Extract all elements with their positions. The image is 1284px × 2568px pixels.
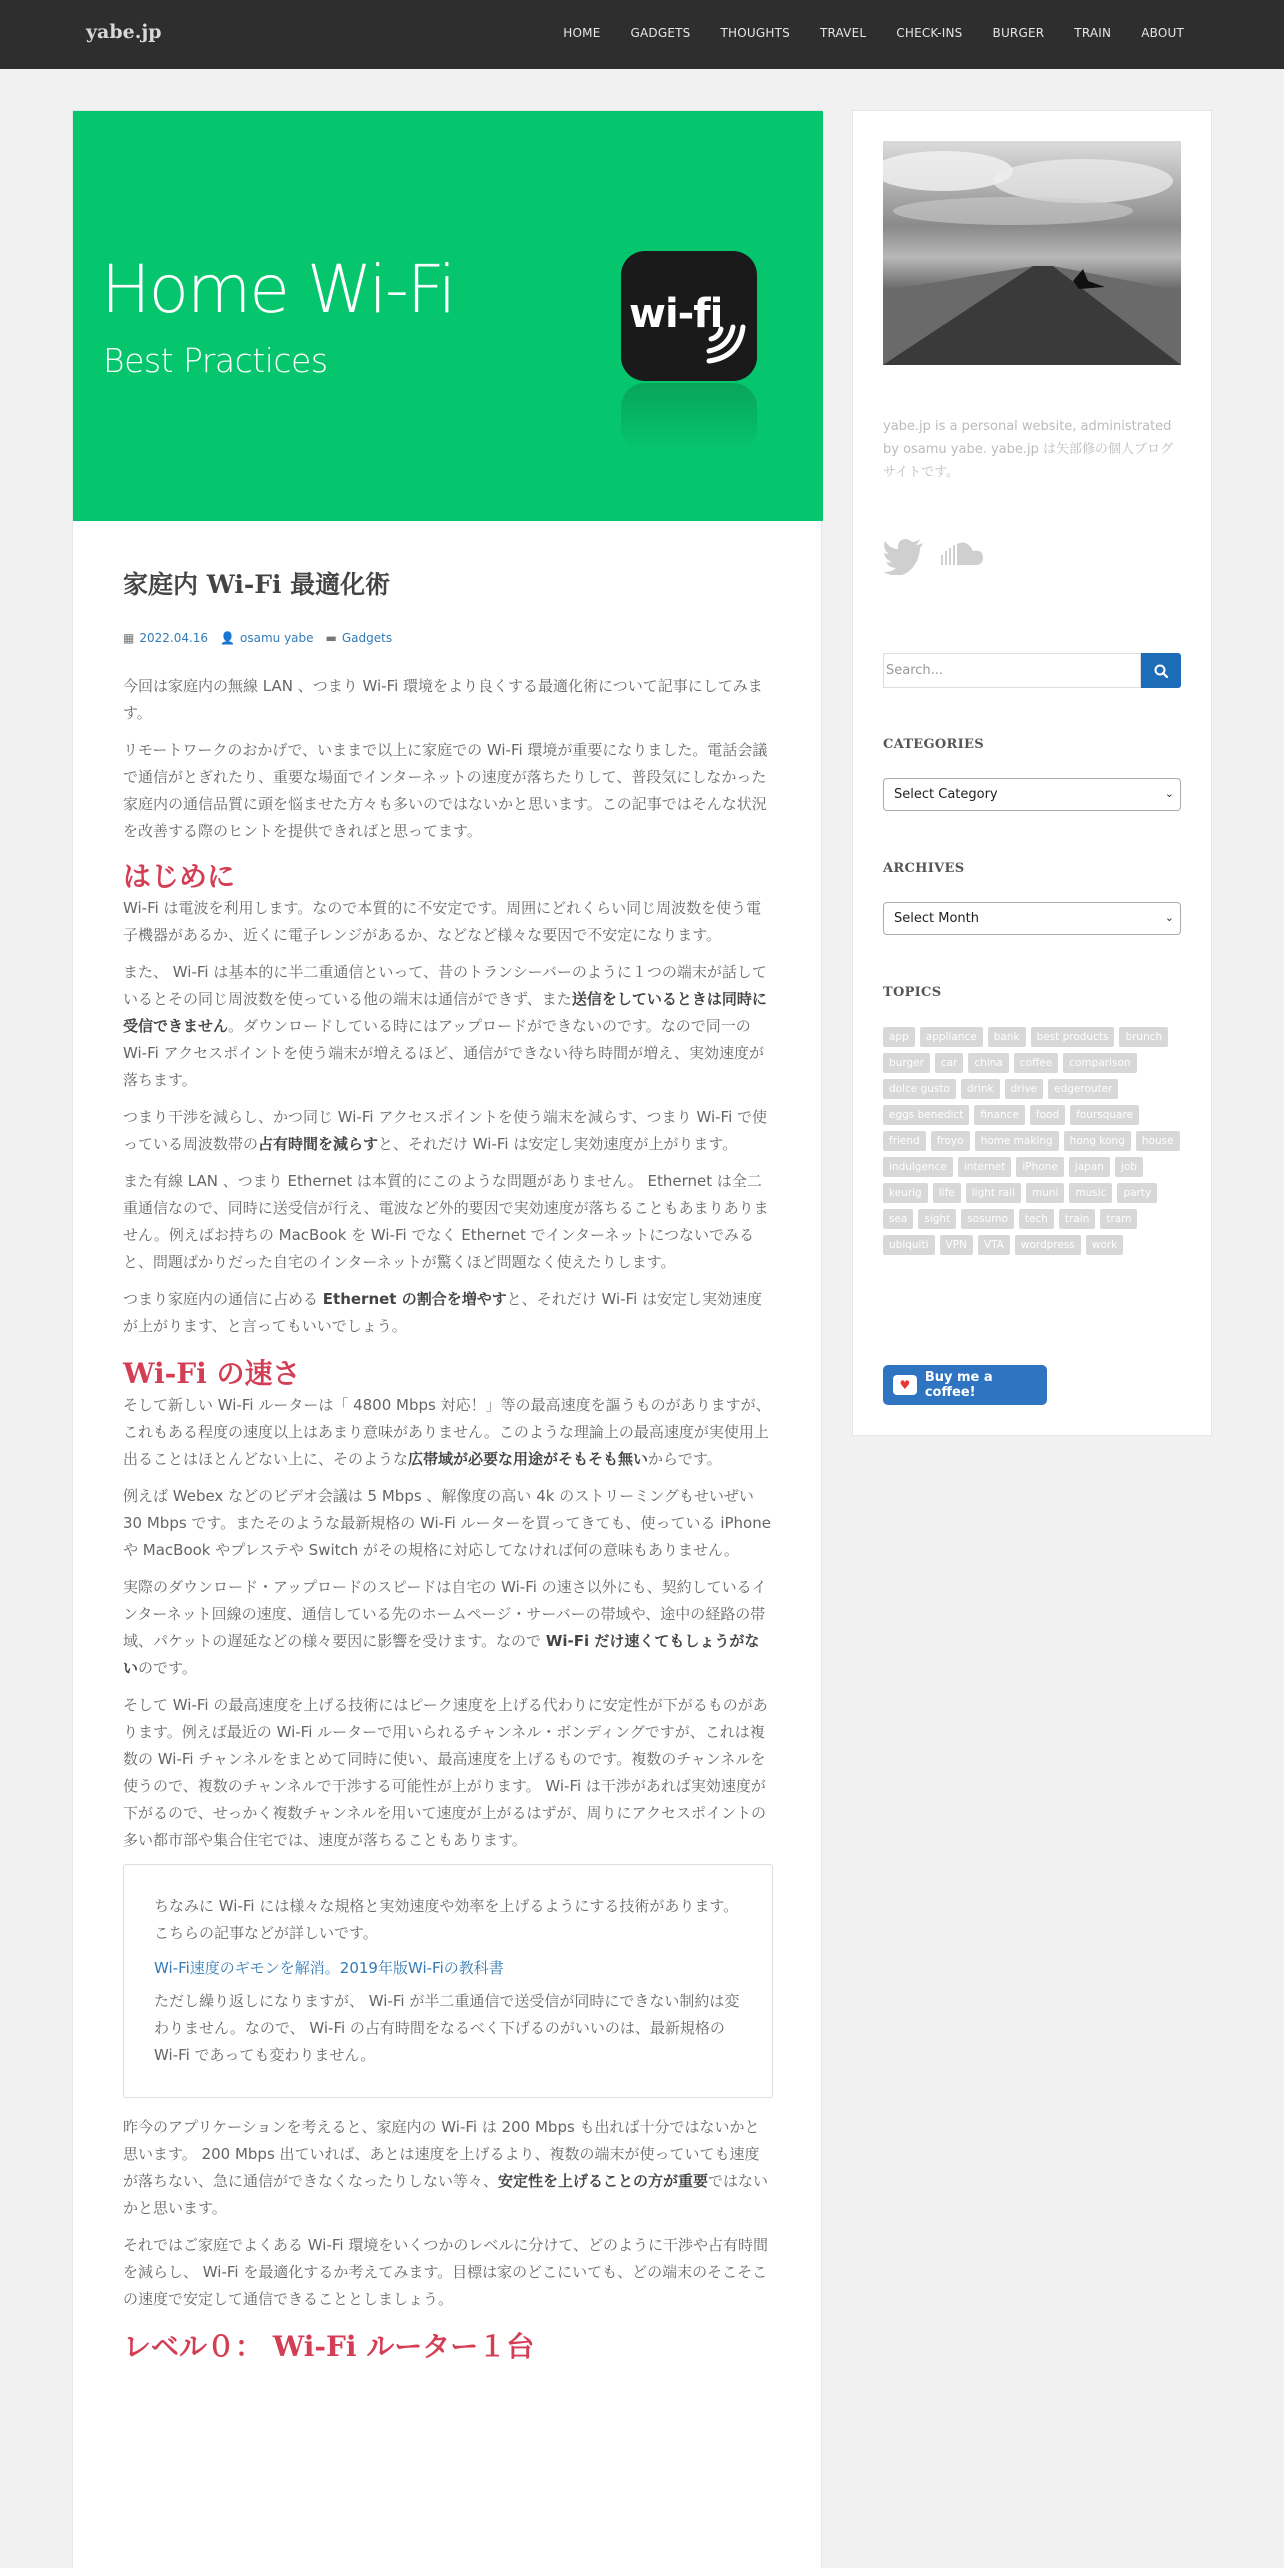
quote-text: ちなみに Wi-Fi には様々な規格と実効速度や効率を上げるようにする技術があります。こちらの記事などが詳しいです。 xyxy=(154,1897,739,1942)
main-menu xyxy=(563,26,1184,40)
nav-item-home[interactable]: HOME xyxy=(563,26,601,40)
tag-link[interactable]: job xyxy=(1115,1157,1143,1177)
soundcloud-icon[interactable] xyxy=(941,539,985,569)
search-icon xyxy=(1154,664,1168,678)
categories-heading: CATEGORIES xyxy=(883,737,984,752)
tag-link[interactable]: keurig xyxy=(883,1183,928,1203)
tag-link[interactable]: car xyxy=(935,1053,964,1073)
hero-image xyxy=(73,111,823,521)
chevron-down-icon: ⌄ xyxy=(1164,787,1174,800)
coffee-cup-icon: ♥ xyxy=(893,1375,917,1395)
tag-link[interactable]: finance xyxy=(974,1105,1025,1125)
post-date-link[interactable]: 2022.04.16 xyxy=(139,631,209,645)
paragraph: そして Wi-Fi の最高速度を上げる技術にはピーク速度を上げる代わりに安定性が下がるものがあります。例えば最近の Wi-Fi ルーターで用いられるチャンネル・ボンディングですが、これは複数の Wi-Fi チャンネルをまとめて同時に使い、最高速度を上げるものです。複数のチャンネルを使うので、複数のチャンネルで干渉する可能性が上がります。 Wi-Fi は干渉があれば実効速度が下がるので、せっかく複数チャンネルを用いて速度が上がるはずが、周りにアクセスポイントの多い都市部や集合住宅では、速度が落ちることもあります。 xyxy=(123,1696,768,1849)
blockquote xyxy=(123,1864,773,2098)
tag-link[interactable]: froyo xyxy=(931,1131,970,1151)
social-links xyxy=(883,539,985,575)
user-icon: 👤 xyxy=(220,631,236,645)
archives-heading: ARCHIVES xyxy=(883,861,965,876)
site-description: yabe.jp is a personal website, administrated by osamu yabe. yabe.jp は矢部修の個人ブログサイトです。 xyxy=(883,419,1174,480)
sidebar xyxy=(852,110,1212,1436)
wifi-logo-icon xyxy=(621,251,757,381)
tag-link[interactable]: japan xyxy=(1069,1157,1110,1177)
tag-link[interactable]: drink xyxy=(961,1079,1000,1099)
tag-link[interactable]: wordpress xyxy=(1015,1235,1081,1255)
paragraph: 例えば Webex などのビデオ会議は 5 Mbps 、解像度の高い 4k のストリーミングもせいぜい 30 Mbps です。またそのような最新規格の Wi-Fi ルーターを買ってきても、使っている iPhone や MacBook やプレステや Switch がその規格に対応してなければ何の意味もありません。 xyxy=(123,1487,771,1559)
tag-link[interactable]: drive xyxy=(1005,1079,1044,1099)
search-input[interactable]: Search... xyxy=(883,653,1141,688)
search-form xyxy=(883,653,1181,688)
tag-link[interactable]: sosumo xyxy=(961,1209,1014,1229)
article-card xyxy=(72,110,822,2568)
tag-link[interactable]: brunch xyxy=(1119,1027,1168,1047)
logo-reflection xyxy=(621,383,757,453)
topics-heading: TOPICS xyxy=(883,985,942,1000)
top-navbar xyxy=(0,0,1284,69)
tag-link[interactable]: iPhone xyxy=(1016,1157,1063,1177)
tag-link[interactable]: coffee xyxy=(1014,1053,1058,1073)
tag-link[interactable]: edgerouter xyxy=(1048,1079,1118,1099)
tag-link[interactable]: home making xyxy=(975,1131,1059,1151)
category-select[interactable]: Select Category ⌄ xyxy=(883,778,1181,811)
tag-link[interactable]: foursquare xyxy=(1070,1105,1139,1125)
nav-item-train[interactable]: TRAIN xyxy=(1074,26,1112,40)
nav-item-gadgets[interactable]: GADGETS xyxy=(630,26,691,40)
paragraph: リモートワークのおかげで、いままで以上に家庭での Wi-Fi 環境が重要になりました。電話会議で通信がとぎれたり、重要な場面でインターネットの速度が落ちたりして、普段気にしなかった家庭内の通信品質に頭を悩ませた方々も多いのではないかと思います。この記事ではそんな状況を改善する際のヒントを提供できればと思ってます。 xyxy=(123,741,768,840)
tag-link[interactable]: food xyxy=(1030,1105,1065,1125)
tag-link[interactable]: hong kong xyxy=(1064,1131,1131,1151)
post-content xyxy=(123,565,773,2365)
search-button[interactable] xyxy=(1141,653,1181,688)
post-title: 家庭内 Wi-Fi 最適化術 xyxy=(123,570,391,599)
twitter-icon[interactable] xyxy=(883,539,925,575)
nav-item-about[interactable]: ABOUT xyxy=(1141,26,1184,40)
paragraph: 実際のダウンロード・アップロードのスピードは自宅の Wi-Fi の速さ以外にも、契約しているインターネット回線の速度、通信している先のホームページ・サーバーの帯域や、途中の経路の帯域、パケットの遅延などの様々要因に影響を受けます。なので Wi-Fi だけ速くてもしょうがないのです。 xyxy=(123,1578,767,1677)
tag-link[interactable]: music xyxy=(1069,1183,1112,1203)
chevron-down-icon: ⌄ xyxy=(1164,911,1174,924)
tag-link[interactable]: appliance xyxy=(920,1027,983,1047)
paragraph: それではご家庭でよくある Wi-Fi 環境をいくつかのレベルに分けて、どのように干渉や占有時間を減らし、 Wi-Fi を最適化するか考えてみます。目標は家のどこにいても、どの端末のそこそこの速度で安定して通信できることとしましょう。 xyxy=(123,2236,769,2308)
paragraph: そして新しい Wi-Fi ルーターは「 4800 Mbps 対応！」等の最高速度を謳うものがありますが、これもある程度の速度以上はあまり意味がありません。このような理論上の最高速度が実使用上出ることはほとんどない上に、そのような広帯域が必要な用途がそもそも無いからです。 xyxy=(123,1396,771,1468)
heading-level0: レベル０： Wi-Fi ルーター１台 xyxy=(123,2330,535,2363)
folder-icon: ▬ xyxy=(325,631,337,645)
tag-link[interactable]: muni xyxy=(1026,1183,1064,1203)
tag-link[interactable]: china xyxy=(968,1053,1008,1073)
post-category-link[interactable]: Gadgets xyxy=(341,631,393,645)
paragraph: つまり家庭内の通信に占める Ethernet の割合を増やすと、それだけ Wi-Fi は安定し実効速度が上がります、と言ってもいいでしょう。 xyxy=(123,1290,763,1335)
paragraph: 昨今のアプリケーションを考えると、家庭内の Wi-Fi は 200 Mbps も出れば十分ではないかと思います。 200 Mbps 出ていれば、あとは速度を上げるより、複数の端末が使っていても速度が落ちない、急に通信ができなくなったりしない等々、安定性を上げることの方が重要ではないかと思います。 xyxy=(123,2118,769,2217)
heading-speed: Wi-Fi の速さ xyxy=(123,1357,301,1390)
tag-link[interactable]: internet xyxy=(958,1157,1012,1177)
tag-link[interactable]: comparison xyxy=(1063,1053,1136,1073)
tag-link[interactable]: sea xyxy=(883,1209,913,1229)
quote-text: ただし繰り返しになりますが、 Wi-Fi が半二重通信で送受信が同時にできない制約は変わりません。なので、 Wi-Fi の占有時間をなるべく下げるのがいいのは、最新規格の Wi-Fi であっても変わりません。 xyxy=(154,1992,740,2064)
paragraph: つまり干渉を減らし、かつ同じ Wi-Fi アクセスポイントを使う端末を減らす、つまり Wi-Fi で使っている周波数帯の占有時間を減らすと、それだけ Wi-Fi は安定し実効速度が上がります。 xyxy=(123,1108,767,1153)
tag-link[interactable]: life xyxy=(933,1183,961,1203)
wifi-waves-icon xyxy=(621,251,757,381)
tag-cloud xyxy=(883,1027,1183,1255)
article-link[interactable]: Wi-Fi速度のギモンを解消。2019年版Wi-Fiの教科書 xyxy=(154,1959,504,1977)
tag-link[interactable]: VTA xyxy=(978,1235,1010,1255)
calendar-icon: ▦ xyxy=(123,631,135,645)
wifi-logo-text: wi-fi xyxy=(629,291,723,337)
nav-item-thoughts[interactable]: THOUGHTS xyxy=(720,26,790,40)
paragraph: 今回は家庭内の無線 LAN 、つまり Wi-Fi 環境をより良くする最適化術について記事にしてみます。 xyxy=(123,677,763,722)
profile-photo xyxy=(883,141,1181,365)
tag-link[interactable]: ubiquiti xyxy=(883,1235,935,1255)
tag-link[interactable]: VPN xyxy=(940,1235,973,1255)
tag-link[interactable]: tram xyxy=(1100,1209,1137,1229)
tag-link[interactable]: bank xyxy=(988,1027,1026,1047)
tag-link[interactable]: eggs benedict xyxy=(883,1105,969,1125)
tag-link[interactable]: friend xyxy=(883,1131,926,1151)
tag-link[interactable]: best products xyxy=(1031,1027,1115,1047)
paragraph: また有線 LAN 、つまり Ethernet は本質的にこのような問題がありません。 Ethernet は全二重通信なので、同時に送受信が行え、電波など外的要因で実効速度が落ちることもあまりありません。例えばお持ちの MacBook を Wi-Fi でなく Ethernet でインターネットにつないでみると、問題ばかりだった自宅のインターネットが驚くほど問題なく使えたりします。 xyxy=(123,1172,769,1271)
tag-link[interactable]: work xyxy=(1086,1235,1123,1255)
tag-link[interactable]: tech xyxy=(1019,1209,1054,1229)
tag-link[interactable]: house xyxy=(1136,1131,1180,1151)
tag-link[interactable]: dolce gusto xyxy=(883,1079,956,1099)
tag-link[interactable]: party xyxy=(1117,1183,1157,1203)
post-meta xyxy=(123,631,773,645)
tag-link[interactable]: burger xyxy=(883,1053,930,1073)
hero-subtitle: Best Practices xyxy=(103,341,328,380)
site-brand[interactable]: yabe.jp xyxy=(86,21,162,43)
tag-link[interactable]: train xyxy=(1059,1209,1095,1229)
hero-title: Home Wi-Fi xyxy=(101,251,455,328)
tag-link[interactable]: sight xyxy=(918,1209,956,1229)
tag-link[interactable]: indulgence xyxy=(883,1157,953,1177)
paragraph: また、 Wi-Fi は基本的に半二重通信といって、昔のトランシーバーのように１つの端末が話しているとその同じ周波数を使っている他の端末は通信ができず、また送信をしているときは同時に受信できません。ダウンロードしている時にはアップロードができないのです。なので同一の Wi-Fi アクセスポイントを使う端末が増えるほど、通信ができない待ち時間が増え、実効速度が落ちます。 xyxy=(123,963,767,1089)
tag-link[interactable]: light rail xyxy=(966,1183,1021,1203)
paragraph: Wi-Fi は電波を利用します。なので本質的に不安定です。周囲にどれくらい同じ周波数を使う電子機器があるか、近くに電子レンジがあるか、などなど様々な要因で不安定になります。 xyxy=(123,899,762,944)
tag-link[interactable]: app xyxy=(883,1027,915,1047)
nav-item-check-ins[interactable]: CHECK-INS xyxy=(896,26,963,40)
archive-select[interactable]: Select Month ⌄ xyxy=(883,902,1181,935)
nav-item-travel[interactable]: TRAVEL xyxy=(819,26,867,40)
nav-item-burger[interactable]: BURGER xyxy=(992,26,1045,40)
heading-intro: はじめに xyxy=(123,860,236,893)
post-author-link[interactable]: osamu yabe xyxy=(240,631,314,645)
buy-me-coffee-button[interactable]: ♥ Buy me a coffee! xyxy=(883,1365,1047,1405)
